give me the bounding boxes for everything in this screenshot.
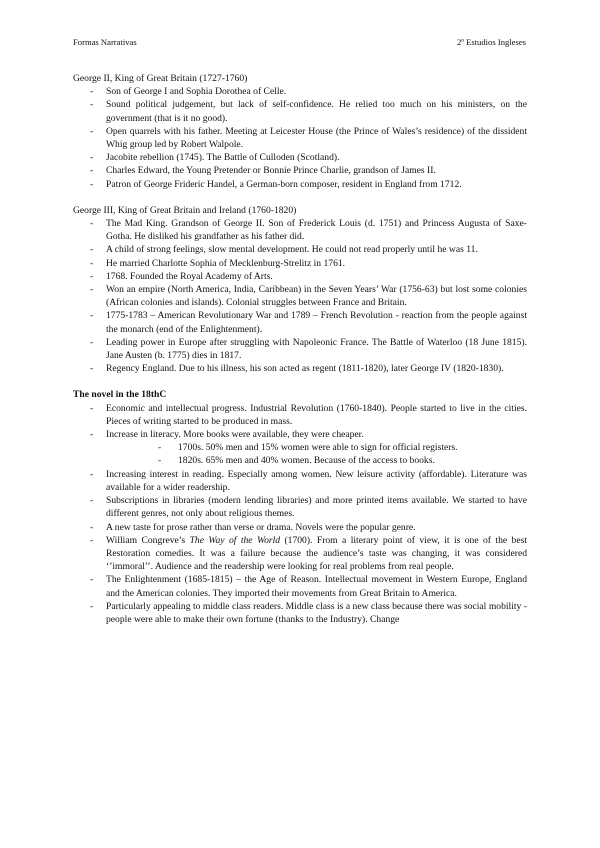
list-item (73, 428, 527, 468)
bullet-list (73, 402, 527, 626)
work-title: The Way of the World (189, 534, 281, 546)
list-item: - 1775-1783 – American Revolutionary War and 1789 – French Revolution - reaction from the people against the monarch (end of the Enlightenment). (73, 309, 527, 335)
header-degree: 2º Estudios Ingleses (456, 37, 526, 47)
list-item: - 1768. Founded the Royal Academy of Arts. (73, 270, 527, 283)
section-title: The novel in the 18thC (73, 389, 167, 401)
list-item: - Increasing interest in reading. Especially among women. New leisure activity (affordable). Literature was available for a wider readership. (73, 468, 527, 494)
list-item: - Charles Edward, the Young Pretender or Bonnie Prince Charlie, grandson of James II. (73, 164, 527, 177)
section-novel-18thc (73, 388, 527, 626)
list-item: - Jacobite rebellion (1745). The Battle of Culloden (Scotland). (73, 151, 527, 164)
list-item: - Sound political judgement, but lack of self-confidence. He relied too much on his ministers, on the government (that is it no good). (73, 98, 527, 124)
header-course: Formas Narrativas (73, 37, 137, 47)
list-item: - Subscriptions in libraries (modern lending libraries) and more printed items available. We started to have different genres, not only about religious themes. (73, 494, 527, 520)
list-item: - He married Charlotte Sophia of Mecklenburg-Strelitz in 1761. (73, 257, 527, 270)
list-item: - Particularly appealing to middle class readers. Middle class is a new class because there was social mobility - people were able to make their own fortune (thanks to the Industry). Change (73, 600, 527, 626)
list-item: - A child of strong feelings, slow mental development. He could not read properly until he was 11. (73, 243, 527, 256)
section-title: George III, King of Great Britain and Ireland (1760-1820) (73, 204, 297, 216)
document-body (73, 72, 527, 639)
page-header (73, 37, 526, 47)
list-item: - Open quarrels with his father. Meeting at Leicester House (the Prince of Wales’s residence) of the dissident Whig group led by Robert Walpole. (73, 125, 527, 151)
list-item: - Patron of George Frideric Handel, a German-born composer, resident in England from 1712. (73, 178, 527, 191)
bullet-list (73, 85, 527, 191)
list-item: - Economic and intellectual progress. Industrial Revolution (1760-1840). People started to live in the cities. Pieces of writing started to be produced in mass. (73, 402, 527, 428)
section-george-iii (73, 204, 527, 376)
list-item: - Won an empire (North America, India, Caribbean) in the Seven Years’ War (1756-63) but lost some colonies (African colonies and islands). Colonial struggles between France and Britain. (73, 283, 527, 309)
sub-list-item: - 1820s. 65% men and 40% women. Because of the access to books. (106, 454, 527, 467)
list-item-text: Increase in literacy. More books were available, they were cheaper. (106, 429, 364, 441)
list-item: - The Enlightenment (1685-1815) – the Age of Reason. Intellectual movement in Western Europe, England and the American colonies. They imported their movements from Great Britain to America. (73, 573, 527, 599)
list-item (73, 534, 527, 574)
list-item: - Leading power in Europe after struggling with Napoleonic France. The Battle of Waterloo (18 June 1815). Jane Austen (b. 1775) dies in 1817. (73, 336, 527, 362)
bullet-list (73, 217, 527, 375)
sub-list (106, 441, 527, 467)
list-item: - The Mad King. Grandson of George II. Son of Frederick Louis (d. 1751) and Princess Augusta of Saxe-Gotha. He disliked his grandfather as his father did. (73, 217, 527, 243)
sub-list-item: - 1700s. 50% men and 15% women were able to sign for official registers. (106, 441, 527, 454)
list-item: - Son of George I and Sophia Dorothea of Celle. (73, 85, 527, 98)
list-item: - A new taste for prose rather than verse or drama. Novels were the popular genre. (73, 521, 527, 534)
list-item-text: William Congreve’s (106, 534, 190, 546)
section-title: George II, King of Great Britain (1727-1760) (73, 73, 248, 84)
list-item-text: (1700). From a literary point of view, it is one of the best Restoration comedies. It was a failure because the audience’s taste was changing, it was considered ‘’immoral’’. Audience and the readership were looking for real problems from real people. (106, 534, 527, 573)
list-item: - Regency England. Due to his illness, his son acted as regent (1811-1820), later George IV (1820-1830). (73, 362, 527, 375)
section-george-ii (73, 72, 527, 191)
